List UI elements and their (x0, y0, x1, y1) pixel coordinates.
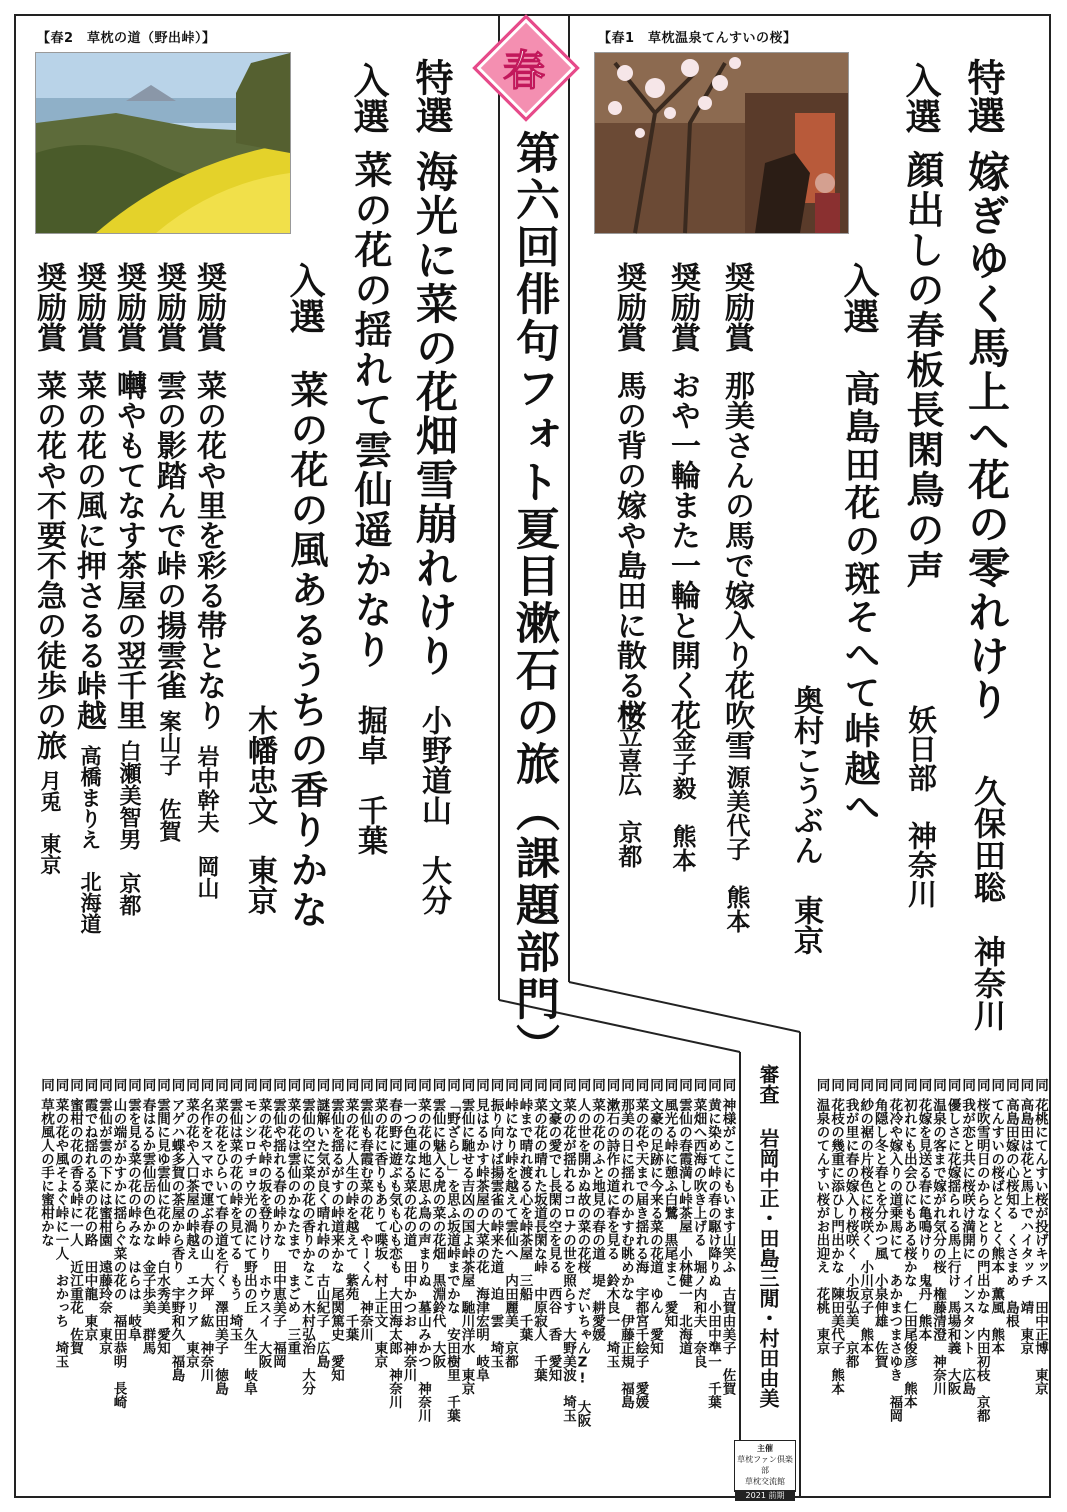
right-shoreisho-2-author: 金子毅 熊本 (668, 728, 696, 872)
bl-doujou-mark: 同 (357, 1078, 373, 1092)
br-entry (989, 1078, 1003, 1422)
bl-entry (270, 1078, 285, 1427)
bl-doujou-mark: 同 (110, 1078, 127, 1092)
bl-doujou-mark: 同 (531, 1078, 547, 1092)
bl-doujou-mark: 同 (487, 1078, 504, 1092)
bl-entry (372, 1078, 387, 1427)
br-doujou-mark: 同 (828, 1078, 845, 1092)
bl-haiku: 雲を見る菜の花の峠みな はらは 岐阜 (125, 1097, 141, 1341)
bl-haiku: モンシロチョウ光の渦にて野出の丘 久生 岐阜 (241, 1097, 257, 1395)
br-doujou-mark: 同 (842, 1078, 859, 1092)
bl-haiku: 雲間に見ゆ雲仙に花の峠 白水秀美 愛知 (154, 1097, 170, 1354)
photo-right-caption: 【春1 草枕温泉てんすいの桜】 (598, 31, 797, 46)
bl-doujou-mark: 同 (371, 1078, 388, 1092)
bl-doujou-mark: 同 (400, 1078, 417, 1092)
right-shoreisho-3-haiku: 馬の背の嫁や島田に散る桜 (611, 370, 646, 730)
right-nyusen2-author: 奥村こうぶん 東京 (788, 685, 823, 955)
bl-haiku: 人の世を開かぬ故の菜の花桜 だいちゃんZ! 大阪 (574, 1097, 591, 1427)
bl-doujou-mark: 同 (516, 1078, 533, 1092)
br-haiku: 花嫁を見送る春に亀鳴けり 鬼丹 熊本 (915, 1097, 932, 1341)
photo-right-sakura (594, 52, 849, 234)
bl-haiku: 霞でね揺れる菜の花の路 田中龍 東京 (81, 1097, 98, 1341)
right-tokusen-haiku: 嫁ぎゆく馬上へ花の零れけり (962, 150, 1011, 722)
bl-haiku: 雲仙も春霞む菜の花 やーくん 神奈川 (357, 1097, 373, 1341)
br-doujou-mark: 同 (886, 1078, 903, 1092)
bl-entry (96, 1078, 111, 1427)
bl-entry (430, 1078, 445, 1427)
page-title: 第六回俳句フォト夏目漱石の旅（課題部門） (508, 130, 559, 1070)
bl-doujou-mark: 同 (473, 1078, 489, 1092)
organizer-label: 主催 (757, 1444, 773, 1453)
bl-entry (575, 1078, 590, 1427)
br-entry (829, 1078, 843, 1422)
bottom-left-list (22, 1078, 734, 1498)
bl-doujou-mark: 同 (618, 1078, 634, 1092)
br-haiku: 我が恋と共に桜咲け満開に インスタント 広島 (959, 1097, 976, 1395)
bl-haiku: 菜の花が揺れるコロナの世を照らす 大野美波 埼玉 (560, 1097, 576, 1422)
br-doujou-mark: 同 (1031, 1078, 1048, 1092)
right-nyusen2-label: 入選 (838, 262, 879, 334)
bl-haiku: 黄に染めて峠の春の駆け降りぬ 小田中準一 千葉 (705, 1097, 721, 1408)
bl-entry (662, 1078, 677, 1427)
bl-entry (691, 1078, 706, 1427)
bl-haiku: 菜の花に香りもありて喋坂 村上正文 東京 (371, 1097, 388, 1368)
br-entry (872, 1078, 886, 1422)
right-nyusen1-haiku: 顔出しの春板長閑鳥の声 (900, 150, 944, 590)
left-shoreisho-4-haiku: 菜の花の風に押さるる峠越 (71, 370, 106, 730)
right-nyusen1-author: 妖日部 神奈川 (904, 705, 938, 908)
left-tokusen-haiku: 海光に菜の花畑雪崩れけり (410, 150, 459, 678)
bl-entry (111, 1078, 126, 1427)
right-shoreisho-1-author: 源美代子 熊本 (722, 765, 750, 933)
bl-doujou-mark: 同 (168, 1078, 185, 1092)
bl-haiku: 雲仙を揺るがすの峠道来かな 尾関篤史 愛知 (328, 1097, 344, 1381)
br-haiku: 初れにも出会ひにもある桜かな 仁田尾俊彦 熊本 (900, 1097, 917, 1408)
right-tokusen-label: 特選 (961, 58, 1005, 134)
bl-haiku: アゲハ蝶多賀の茶屋から香り 宇野和久 福島 (168, 1097, 185, 1381)
br-haiku: 高島田は花と馬上でハイタッチ 靖 東京 (1017, 1097, 1034, 1354)
bl-doujou-mark: 同 (342, 1078, 359, 1092)
bl-doujou-mark: 同 (690, 1078, 707, 1092)
bl-doujou-mark: 同 (661, 1078, 678, 1092)
bl-haiku: 雲仙や揺れる春の峠かな 田中恵美子 福岡 (270, 1097, 286, 1368)
bl-haiku: 菜の花の晴れた坂道長閑な峠 中原寂人 千葉 (531, 1097, 547, 1381)
bl-entry (154, 1078, 169, 1427)
left-shoreisho-5-author: 月兎 東京 (38, 770, 62, 875)
bl-haiku: 菜の花や天まで届き揺れる海 宇都宮千絵子 愛媛 (632, 1097, 649, 1408)
br-entry (887, 1078, 901, 1422)
bl-entry (560, 1078, 575, 1427)
right-shoreisho-3-author: 中立喜広 京都 (614, 700, 642, 868)
bl-haiku: 峠になり峠を越えて雲仙へ 内田麗美 京都 (502, 1097, 518, 1368)
bl-entry (488, 1078, 503, 1427)
br-haiku: 角隠し冬と春とを分かつ風 小泉伸雄 佐賀 (871, 1097, 888, 1368)
bl-haiku: 雲仙は菜の花の峠を見てる もう 埼玉 (226, 1097, 243, 1341)
br-entry (814, 1078, 828, 1422)
bl-doujou-mark: 同 (676, 1078, 692, 1092)
bl-haiku: 漱石の詩作の道に春を見る 鈴木良一 埼玉 (603, 1097, 620, 1368)
br-doujou-mark: 同 (988, 1078, 1005, 1092)
br-haiku: 温泉の客まで嫁がれ気分の桜 権藤清澄 神奈川 (930, 1097, 947, 1395)
bl-haiku: 見はるかす峠茶屋の大菜の花 海津宏明 岐阜 (473, 1097, 489, 1381)
right-nyusen2-haiku: 高島田花の斑そへて峠越へ (839, 370, 880, 826)
br-haiku: 桜吹雪明日のからなとりの門出かな 内田初枝 京都 (973, 1097, 990, 1422)
bl-doujou-mark: 同 (226, 1078, 243, 1092)
bl-haiku: 雲仙が雲の下には蜜柑園 遠藤玲奈 東京 (96, 1097, 112, 1354)
bl-doujou-mark: 同 (125, 1078, 141, 1092)
bl-entry (38, 1078, 53, 1427)
bl-doujou-mark: 同 (270, 1078, 286, 1092)
bl-haiku: 那美の日に揺れのかすむ眺めかな 伊藤正規 福島 (618, 1097, 634, 1408)
bl-doujou-mark: 同 (386, 1078, 402, 1092)
bl-doujou-mark: 同 (299, 1078, 315, 1092)
br-haiku: 花桃にてんすい桜が投げキッス 田中正博 東京 (1031, 1097, 1048, 1395)
bl-doujou-mark: 同 (415, 1078, 431, 1092)
br-haiku: 高島田嫁の心桜知る くさまめ 島根 (1002, 1097, 1019, 1327)
left-tokusen-author: 小野道山 大分 (416, 705, 451, 915)
right-shoreisho-2-haiku: おや一輪また一輪と開く花 (665, 370, 700, 730)
bl-doujou-mark: 同 (444, 1078, 460, 1092)
bl-doujou-mark: 同 (81, 1078, 98, 1092)
bl-doujou-mark: 同 (589, 1078, 605, 1092)
right-tokusen-author: 久保田聡 神奈川 (969, 775, 1007, 1031)
bl-entry (227, 1078, 242, 1427)
bl-entry (589, 1078, 604, 1427)
bl-doujou-mark: 同 (241, 1078, 257, 1092)
bl-entry (618, 1078, 633, 1427)
left-nyusen1-label: 入選 (348, 62, 389, 134)
bl-entry (256, 1078, 271, 1427)
bl-entry (473, 1078, 488, 1427)
br-entry (1032, 1078, 1046, 1422)
left-shoreisho-4-author: 高橋まりえ 北海道 (78, 745, 102, 934)
bl-entry (67, 1078, 82, 1427)
bl-haiku: 風光る峠に憩ふ白鷺 黒尾まこ 愛知 (661, 1097, 678, 1327)
nanohana-photo-image (36, 53, 290, 233)
edition-date: 2021 前期 (735, 1490, 795, 1501)
bl-entry (705, 1078, 720, 1427)
bl-doujou-mark: 同 (284, 1078, 301, 1092)
bl-doujou-mark: 同 (96, 1078, 112, 1092)
judges-label: 審査 (756, 1064, 780, 1104)
br-doujou-mark: 同 (900, 1078, 917, 1092)
br-haiku: 優しさに花嫁揺られる馬上行け 馬場和義 大阪 (944, 1097, 961, 1395)
br-entry (1003, 1078, 1017, 1422)
organizer-1: 草枕ファン倶楽部 (737, 1455, 793, 1475)
bl-entry (212, 1078, 227, 1427)
left-shoreisho-1-label: 奨励賞 (191, 262, 226, 352)
bl-haiku: 草枕風人の手に蜜柑かな (38, 1097, 54, 1246)
left-shoreisho-2-author: 案山子 佐賀 (156, 710, 181, 842)
bl-doujou-mark: 同 (255, 1078, 272, 1092)
right-shoreisho-2-label: 奨励賞 (665, 262, 700, 352)
bl-haiku: 「野ざらし」を思ふ坂道峠までかな 安田樹里 千葉 (444, 1097, 460, 1422)
left-shoreisho-4-label: 奨励賞 (71, 262, 106, 352)
bl-haiku: 文豪の足跡に今来る菜の花道 ゆん 愛知 (647, 1097, 663, 1354)
bl-entry (444, 1078, 459, 1427)
right-shoreisho-3-label: 奨励賞 (611, 262, 646, 352)
bl-haiku: 振り向けば揚雲雀の峠来た道 迫 雲 埼玉 (487, 1097, 504, 1368)
bl-entry (198, 1078, 213, 1427)
right-nyusen1-label: 入選 (900, 62, 941, 134)
bl-doujou-mark: 同 (52, 1078, 69, 1092)
bl-entry (720, 1078, 735, 1427)
bl-haiku: 菜の花をひらいて春の道を行く 澤田美子 徳島 (212, 1097, 228, 1395)
bl-haiku: 山の端がかすかに揺らぐ菜の花の 福田恭明 長崎 (110, 1097, 127, 1408)
left-tokusen-label: 特選 (409, 58, 453, 134)
bl-haiku: 菜の花に人生の峠を越えて 紫苑 千葉 (342, 1097, 359, 1341)
br-haiku: てんすいの桜ばとくとく熊本 薫風 熊本 (988, 1097, 1005, 1354)
br-entry (858, 1078, 872, 1422)
br-doujou-mark: 同 (871, 1078, 888, 1092)
bl-haiku: 名作をスマホで運ぶ春の山 大坪 紘 神奈川 (197, 1097, 214, 1381)
left-shoreisho-3-author: 白瀬美智男 京都 (116, 740, 141, 916)
bl-haiku: 雲仙の空に菜の花の香りかなこ 木村弘治 大分 (299, 1097, 315, 1395)
bl-doujou-mark: 同 (313, 1078, 330, 1092)
photo-left-caption: 【春2 草枕の道（野出峠）】 (37, 31, 216, 46)
left-nyusen2-haiku: 菜の花の風あるうちの香りかな (284, 370, 328, 930)
br-doujou-mark: 同 (857, 1078, 874, 1092)
bl-haiku: 峠まで晴れ渡る心を峠茶屋 三船 千葉 (516, 1097, 533, 1341)
bl-doujou-mark: 同 (67, 1078, 83, 1092)
organizer-2: 草枕交流館 (745, 1477, 785, 1486)
bl-doujou-mark: 同 (429, 1078, 446, 1092)
bl-entry (604, 1078, 619, 1427)
br-haiku: 花枝の幾重に添ひし門出かな 陳田美代子 熊本 (828, 1097, 845, 1395)
br-doujou-mark: 同 (973, 1078, 990, 1092)
bl-entry (241, 1078, 256, 1427)
bl-entry (357, 1078, 372, 1427)
bl-entry (183, 1078, 198, 1427)
season-label: 春 (502, 46, 545, 95)
bl-doujou-mark: 同 (458, 1078, 475, 1092)
bl-doujou-mark: 同 (183, 1078, 199, 1092)
br-entry (901, 1078, 915, 1422)
bl-entry (53, 1078, 68, 1427)
left-nyusen1-author: 掘卓 千葉 (352, 705, 387, 855)
bl-doujou-mark: 同 (502, 1078, 518, 1092)
bottom-right-columns (814, 1078, 1046, 1422)
bl-doujou-mark: 同 (705, 1078, 721, 1092)
bl-doujou-mark: 同 (154, 1078, 170, 1092)
bottom-left-columns (22, 1078, 734, 1427)
left-nyusen2-author: 木幡忠文 東京 (242, 705, 277, 915)
br-entry (843, 1078, 857, 1422)
bl-doujou-mark: 同 (574, 1078, 591, 1092)
bl-haiku: 菜の花は雲仙のかなたまで まごめ 三重 (284, 1097, 301, 1354)
bl-entry (401, 1078, 416, 1427)
organizer-box (734, 1440, 796, 1500)
bl-haiku: 春の野に遊ぶも気も心も恋も 大田海太郎 神奈川 (386, 1097, 402, 1408)
left-shoreisho-5-label: 奨励賞 (31, 262, 66, 352)
br-entry (1018, 1078, 1032, 1422)
br-haiku: 我が里に春の嫁入り桜咲く 小坂弘美 京都 (842, 1097, 859, 1368)
bl-doujou-mark: 同 (647, 1078, 663, 1092)
sakura-photo-image (595, 53, 848, 233)
bl-haiku: 一つ色連なる菜の花の道 田中かつお 神奈川 (400, 1097, 417, 1381)
bottom-right-list (814, 1078, 1046, 1498)
br-doujou-mark: 同 (959, 1078, 976, 1092)
left-shoreisho-1-haiku: 菜の花や里を彩る帯となり (191, 370, 226, 730)
bl-haiku: 神様がここにもいます山笑ふ 古賀由美子 佐賀 (719, 1097, 736, 1395)
br-haiku: 温泉のてんすい桜がお出迎え 花桃 東京 (813, 1097, 830, 1354)
left-shoreisho-2-haiku: 雲の影踏んで峠の揚雲雀 (151, 370, 186, 700)
bl-haiku: 雲仙に馳せる吉凶の国よ峠茶屋 馳川洋水 東京 (458, 1097, 475, 1395)
bl-entry (169, 1078, 184, 1427)
bl-doujou-mark: 同 (212, 1078, 228, 1092)
bl-entry (299, 1078, 314, 1427)
bl-entry (125, 1078, 140, 1427)
right-shoreisho-1-label: 奨励賞 (719, 262, 754, 352)
bl-doujou-mark: 同 (38, 1078, 54, 1092)
bl-entry (531, 1078, 546, 1427)
br-doujou-mark: 同 (1002, 1078, 1019, 1092)
bl-entry (386, 1078, 401, 1427)
bl-haiku: 菜畑へ西海の吹き上げる 堀ノ内和夫 奈良 (690, 1097, 707, 1368)
bl-entry (502, 1078, 517, 1427)
bl-haiku: 春はるか雲仙岳の色かな 金子歩美 群馬 (139, 1097, 156, 1354)
br-haiku: 花冷や嫁入りの道乗馬にて あかまつまさゆき 福岡 (886, 1097, 903, 1422)
bl-haiku: 文豪の愛でし長閑の空を見る 西谷 香 愛知 (545, 1097, 562, 1381)
bl-haiku: 菜の花や風そよぐ峠に一人 おかっち 埼玉 (52, 1097, 69, 1368)
bl-doujou-mark: 同 (560, 1078, 576, 1092)
bl-haiku: 菜の花や入口茶屋の峠越え エクリア 東京 (183, 1097, 199, 1368)
bl-haiku: 雲仙に魅入る虎の菜の花畑 黒淵鈴代 大阪 (429, 1097, 446, 1368)
bl-entry (140, 1078, 155, 1427)
bl-entry (82, 1078, 97, 1427)
right-shoreisho-1-haiku: 那美さんの馬で嫁入り花吹雪 (719, 370, 754, 760)
br-entry (974, 1078, 988, 1422)
br-entry (945, 1078, 959, 1422)
br-doujou-mark: 同 (915, 1078, 932, 1092)
left-nyusen1-haiku: 菜の花の揺れて雲仙遥かなり (348, 150, 392, 670)
bl-haiku: 雲仙の春霞満し峠茶屋 小林健一 北海道 (676, 1097, 692, 1354)
bl-doujou-mark: 同 (719, 1078, 736, 1092)
bl-haiku: 菜の花や峠の坂を登りけり ホウスイ 大阪 (255, 1097, 272, 1368)
bl-doujou-mark: 同 (328, 1078, 344, 1092)
bl-doujou-mark: 同 (139, 1078, 156, 1092)
bl-entry (517, 1078, 532, 1427)
bl-entry (633, 1078, 648, 1427)
br-entry (931, 1078, 945, 1422)
left-shoreisho-3-label: 奨励賞 (111, 262, 146, 352)
br-entry (960, 1078, 974, 1422)
bl-entry (546, 1078, 561, 1427)
bl-haiku: 蜜柑の花の香る峠に一人 近江重花 佐賀 (67, 1097, 83, 1354)
bl-doujou-mark: 同 (632, 1078, 649, 1092)
bl-doujou-mark: 同 (545, 1078, 562, 1092)
photo-left-nanohana (35, 52, 291, 234)
br-doujou-mark: 同 (944, 1078, 961, 1092)
left-shoreisho-1-author: 岩中幹夫 岡山 (194, 745, 219, 899)
bl-entry (328, 1078, 343, 1427)
judges-names: 岩岡中正・田島三閒・村田由美 (756, 1128, 780, 1408)
bl-doujou-mark: 同 (197, 1078, 214, 1092)
bl-entry (285, 1078, 300, 1427)
bl-haiku: 菜の花の地に思ふ鳥の声まりぬ 墓山みかつ 神奈川 (415, 1097, 431, 1422)
left-shoreisho-3-haiku: 囀やもてなす茶屋の翌千里 (111, 370, 146, 730)
bl-entry (459, 1078, 474, 1427)
bl-entry (676, 1078, 691, 1427)
bl-entry (343, 1078, 358, 1427)
left-shoreisho-2-label: 奨励賞 (151, 262, 186, 352)
bl-entry (314, 1078, 329, 1427)
br-entry (916, 1078, 930, 1422)
bl-doujou-mark: 同 (603, 1078, 620, 1092)
bl-haiku: 菜の花のふと地見の春の道 堤 耕愛媛 (589, 1097, 605, 1341)
br-doujou-mark: 同 (813, 1078, 830, 1092)
br-haiku: 紗の裾の片桜色に桜咲く 小川京子 熊本 (857, 1097, 874, 1354)
br-doujou-mark: 同 (930, 1078, 947, 1092)
bl-entry (647, 1078, 662, 1427)
bl-haiku: 謎解いた気が良く晴れ峠の 古山紀子 広島 (313, 1097, 330, 1368)
left-shoreisho-5-haiku: 菜の花や不要不急の徒歩の旅 (31, 370, 66, 760)
left-nyusen2-label: 入選 (284, 262, 325, 334)
bl-entry (415, 1078, 430, 1427)
br-doujou-mark: 同 (1017, 1078, 1034, 1092)
